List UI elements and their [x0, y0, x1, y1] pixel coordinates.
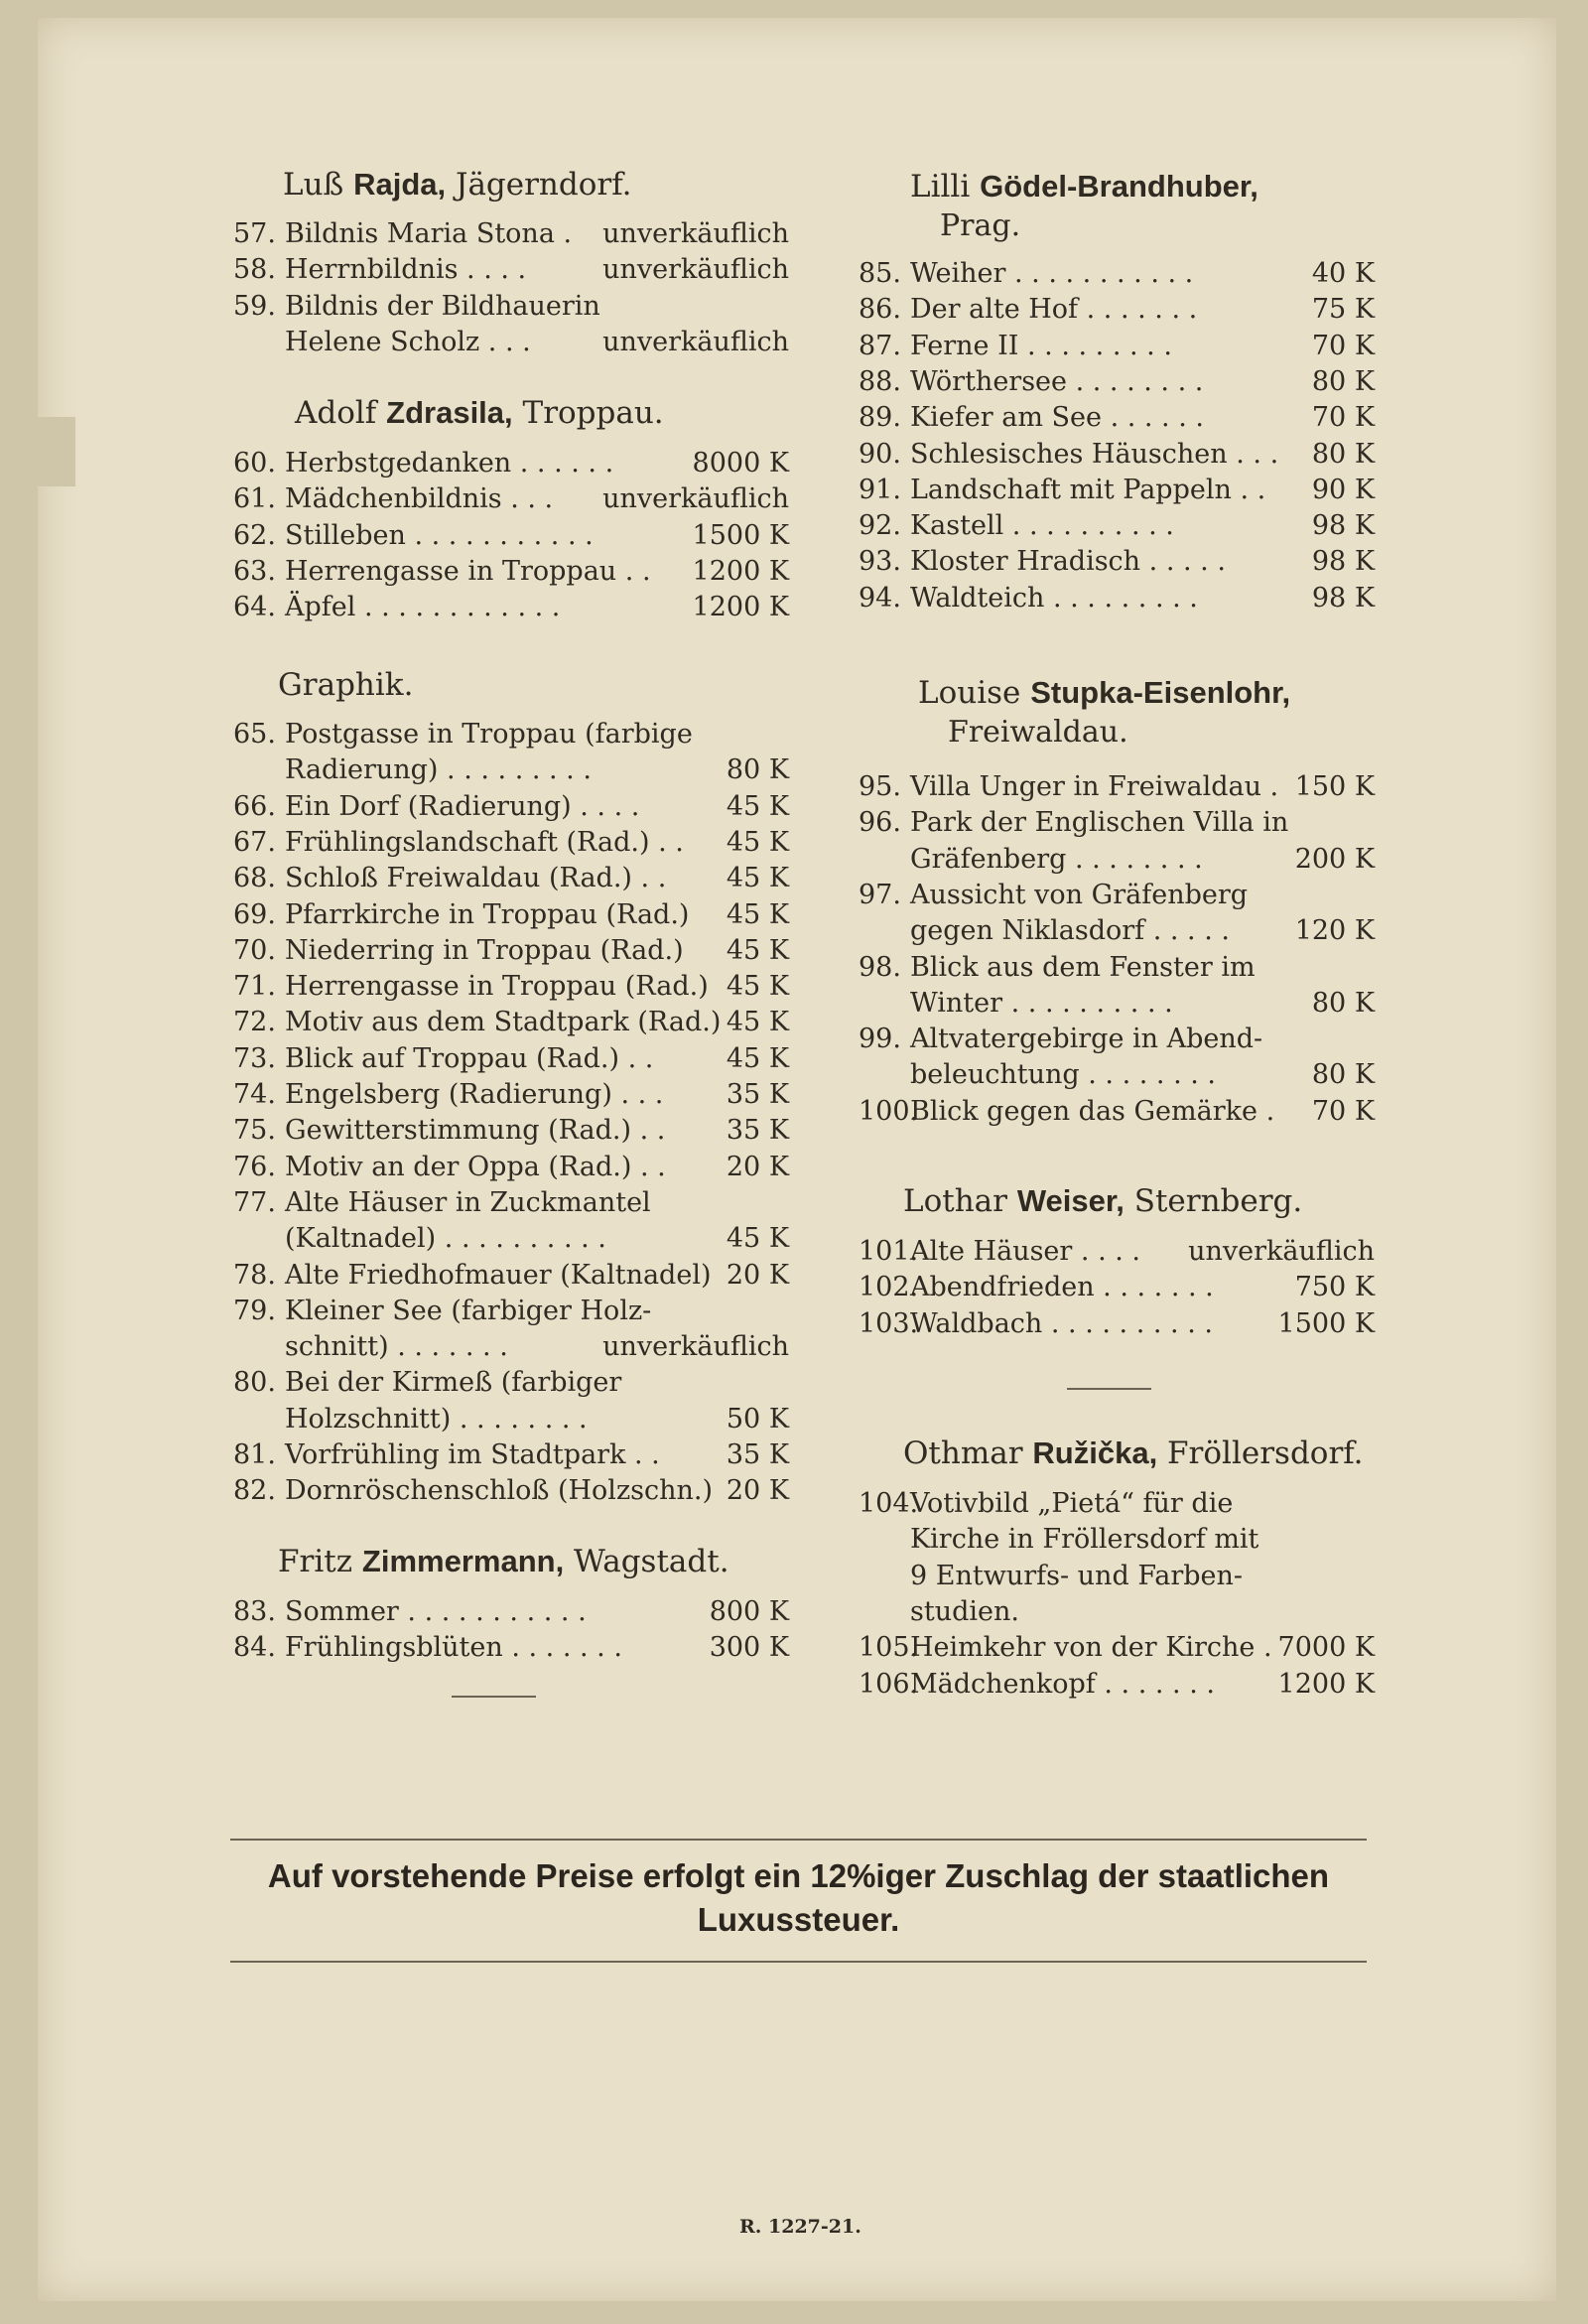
entry-number: 92. [859, 510, 901, 542]
entry-number: 87. [859, 330, 901, 361]
entry-price: 20 K [726, 1259, 789, 1291]
artist-city: Wagstadt. [574, 1544, 729, 1579]
entry-title: Herrengasse in Troppau (Rad.) [285, 971, 709, 1003]
entry-price: 70 K [1311, 1095, 1375, 1127]
entry-number: 66. [233, 790, 276, 822]
entry-price: 7000 K [1277, 1632, 1375, 1664]
entry-title: Kirche in Fröllersdorf mit [910, 1524, 1259, 1556]
entry-number: 79. [233, 1295, 276, 1326]
entry-price: 800 K [709, 1596, 789, 1627]
artist-city: Troppau. [522, 395, 664, 431]
entry-number: 100. [859, 1095, 919, 1127]
entry-number: 69. [233, 898, 276, 930]
entry-price: 45 K [726, 1042, 789, 1074]
entry-price: 45 K [726, 1223, 789, 1255]
entry-number: 65. [233, 719, 276, 750]
entry-title: Postgasse in Troppau (farbige [285, 719, 693, 750]
entry-price: 200 K [1294, 843, 1375, 875]
artist-city: Freiwaldau. [948, 715, 1128, 750]
entry-number: 103. [859, 1307, 919, 1339]
entry-number: 80. [233, 1367, 276, 1399]
notice-line-1: Auf vorstehende Preise erfolgt ein 12%iger Zuschlag der staatlichen [267, 1857, 1330, 1894]
entry-title: Stilleben . . . . . . . . . . . [285, 519, 594, 551]
entry-title: Wörthersee . . . . . . . . [910, 365, 1204, 397]
entry-number: 72. [233, 1007, 276, 1038]
entry-number: 61. [233, 483, 276, 515]
entry-price: unverkäuflich [1188, 1236, 1375, 1267]
entry-price: unverkäuflich [602, 326, 789, 357]
entry-number: 84. [233, 1632, 276, 1664]
luxury-tax-notice [230, 1854, 1367, 1942]
notice-line-2: Luxussteuer. [697, 1901, 900, 1938]
entry-price: 35 K [726, 1439, 789, 1470]
entry-title: 9 Entwurfs- und Farben- [910, 1560, 1243, 1591]
artist-first-name: Fritz [278, 1544, 353, 1579]
entry-number: 62. [233, 519, 276, 551]
entry-title: Der alte Hof . . . . . . . [910, 294, 1198, 326]
entry-title: Schloß Freiwaldau (Rad.) . . [285, 863, 667, 894]
entry-title: Gewitterstimmung (Rad.) . . [285, 1115, 666, 1147]
entry-number: 73. [233, 1042, 276, 1074]
entry-price: 98 K [1311, 546, 1375, 578]
artist-heading [903, 1183, 1375, 1219]
entry-price: 45 K [726, 790, 789, 822]
entry-price: 1200 K [692, 592, 789, 623]
entry-price: 45 K [726, 863, 789, 894]
entry-price: 20 K [726, 1475, 789, 1507]
entry-number: 60. [233, 448, 276, 478]
entry-title: schnitt) . . . . . . . [285, 1331, 508, 1363]
artist-surname: Stupka-Eisenlohr, [1030, 675, 1291, 710]
artist-city: Prag. [940, 208, 1021, 243]
print-code: R. 1227-21. [739, 2216, 861, 2238]
entry-number: 76. [233, 1151, 276, 1182]
entry-price: unverkäuflich [602, 218, 789, 249]
entry-title: Ein Dorf (Radierung) . . . . [285, 790, 640, 822]
entry-title: Abendfrieden . . . . . . . [910, 1272, 1214, 1303]
entry-number: 101. [859, 1236, 919, 1267]
artist-first-name: Louise [918, 675, 1021, 711]
entry-price: 70 K [1311, 330, 1375, 361]
entry-number: 90. [859, 438, 901, 470]
artist-heading [910, 169, 1375, 205]
entry-title: Alte Häuser in Zuckmantel [285, 1186, 651, 1218]
entry-number: 58. [233, 254, 276, 286]
entry-number: 67. [233, 826, 276, 858]
artist-heading [278, 1544, 789, 1579]
entry-title: Radierung) . . . . . . . . . [285, 754, 592, 786]
entry-title: Winter . . . . . . . . . . [910, 987, 1173, 1019]
entry-number: 68. [233, 863, 276, 894]
entry-price: 50 K [726, 1403, 789, 1435]
entry-price: 40 K [1311, 258, 1375, 289]
entry-number: 102. [859, 1272, 919, 1303]
entry-price: 1200 K [692, 555, 789, 587]
section-heading: Graphik. [278, 667, 414, 703]
artist-surname: Zdrasila, [386, 395, 513, 430]
entry-number: 83. [233, 1596, 276, 1627]
entry-title: Sommer . . . . . . . . . . . [285, 1596, 587, 1627]
entry-number: 78. [233, 1259, 276, 1291]
artist-surname: Zimmermann, [361, 1544, 565, 1578]
entry-number: 98. [859, 951, 901, 983]
entry-number: 95. [859, 771, 901, 802]
entry-price: 1500 K [1277, 1307, 1375, 1339]
entry-number: 75. [233, 1115, 276, 1147]
entry-title: Schlesisches Häuschen . . . [910, 438, 1279, 470]
section-divider [452, 1696, 536, 1698]
artist-surname: Rajda, [353, 167, 447, 202]
entry-title: Votivbild „Pietá“ für die [910, 1488, 1234, 1519]
artist-first-name: Luß [283, 167, 344, 203]
entry-price: 80 K [1311, 438, 1375, 470]
entry-price: 45 K [726, 898, 789, 930]
entry-title: Blick auf Troppau (Rad.) . . [285, 1042, 654, 1074]
entry-number: 86. [859, 294, 901, 326]
entry-title: Frühlingslandschaft (Rad.) . . [285, 826, 684, 858]
entry-price: 80 K [726, 754, 789, 786]
entry-price: 70 K [1311, 402, 1375, 434]
entry-title: Motiv an der Oppa (Rad.) . . [285, 1151, 666, 1182]
notice-top-rule [230, 1839, 1367, 1841]
entry-title: Pfarrkirche in Troppau (Rad.) [285, 898, 690, 930]
entry-number: 74. [233, 1079, 276, 1110]
entry-price: 90 K [1311, 474, 1375, 505]
entry-price: 45 K [726, 826, 789, 858]
entry-number: 91. [859, 474, 901, 505]
entry-price: 20 K [726, 1151, 789, 1182]
entry-price: 35 K [726, 1079, 789, 1110]
entry-title: Motiv aus dem Stadtpark (Rad.) [285, 1007, 722, 1038]
entry-number: 85. [859, 258, 901, 289]
entry-title: gegen Niklasdorf . . . . . [910, 915, 1230, 947]
entry-title: Alte Friedhofmauer (Kaltnadel) [285, 1259, 712, 1291]
entry-number: 88. [859, 365, 901, 397]
entry-title: Aussicht von Gräfenberg [910, 879, 1249, 910]
entry-number: 93. [859, 546, 901, 578]
artist-first-name: Adolf [295, 395, 377, 431]
entry-number: 99. [859, 1024, 901, 1055]
entry-title: Frühlingsblüten . . . . . . . [285, 1632, 622, 1664]
entry-price: 750 K [1294, 1272, 1375, 1303]
entry-title: Mädchenkopf . . . . . . . [910, 1668, 1215, 1700]
entry-title: (Kaltnadel) . . . . . . . . . . [285, 1223, 606, 1255]
entry-number: 71. [233, 971, 276, 1003]
entry-number: 105. [859, 1632, 919, 1664]
entry-number: 89. [859, 402, 901, 434]
entry-price: 45 K [726, 934, 789, 966]
entry-title: Bildnis der Bildhauerin [285, 290, 600, 322]
entry-number: 94. [859, 582, 901, 614]
entry-price: 300 K [709, 1632, 789, 1664]
entry-number: 57. [233, 218, 276, 249]
entry-title: Äpfel . . . . . . . . . . . . [285, 592, 561, 623]
entry-number: 81. [233, 1439, 276, 1470]
entry-number: 59. [233, 290, 276, 322]
entry-title: Altvatergebirge in Abend- [910, 1024, 1263, 1055]
entry-price: 8000 K [692, 448, 789, 478]
entry-title: Bei der Kirmeß (farbiger [285, 1367, 622, 1399]
entry-price: 45 K [726, 971, 789, 1003]
entry-price: 80 K [1311, 365, 1375, 397]
entry-title: Heimkehr von der Kirche . [910, 1632, 1272, 1664]
entry-price: 150 K [1294, 771, 1375, 802]
entry-title: Blick gegen das Gemärke . [910, 1095, 1275, 1127]
entry-number: 82. [233, 1475, 276, 1507]
entry-price: 35 K [726, 1115, 789, 1147]
entry-title: Kloster Hradisch . . . . . [910, 546, 1226, 578]
entry-price: 80 K [1311, 1059, 1375, 1091]
entry-number: 77. [233, 1186, 276, 1218]
artist-first-name: Lilli [910, 169, 971, 205]
entry-title: Blick aus dem Fenster im [910, 951, 1256, 983]
artist-heading [283, 167, 789, 203]
entry-number: 106. [859, 1668, 919, 1700]
entry-title: Ferne II . . . . . . . . . [910, 330, 1172, 361]
entry-title: Mädchenbildnis . . . [285, 483, 554, 515]
entry-number: 63. [233, 555, 276, 587]
entry-title: studien. [910, 1595, 1019, 1627]
entry-price: 1500 K [692, 519, 789, 551]
entry-title: Waldbach . . . . . . . . . . [910, 1307, 1213, 1339]
entry-price: 75 K [1311, 294, 1375, 326]
torn-edge [38, 417, 75, 486]
entry-price: 98 K [1311, 510, 1375, 542]
entry-title: Weiher . . . . . . . . . . . [910, 258, 1194, 289]
entry-title: Niederring in Troppau (Rad.) [285, 934, 684, 966]
entry-title: Vorfrühling im Stadtpark . . [285, 1439, 660, 1470]
entry-number: 97. [859, 879, 901, 910]
entry-title: Bildnis Maria Stona . [285, 218, 573, 249]
artist-first-name: Othmar [903, 1435, 1023, 1471]
artist-surname: Weiser, [1016, 1183, 1125, 1218]
entry-title: Herrengasse in Troppau . . [285, 555, 651, 587]
entry-price: 1200 K [1277, 1668, 1375, 1700]
entry-title: Gräfenberg . . . . . . . . [910, 843, 1203, 875]
artist-city: Sternberg. [1133, 1183, 1303, 1219]
artist-city: Jägerndorf. [456, 167, 632, 203]
artist-surname: Ružička, [1032, 1435, 1158, 1470]
entry-number: 64. [233, 592, 276, 623]
entry-title: Helene Scholz . . . [285, 326, 531, 357]
entry-price: 120 K [1294, 915, 1375, 947]
entry-number: 96. [859, 807, 901, 839]
entry-title: Park der Englischen Villa in [910, 807, 1289, 839]
entry-price: 98 K [1311, 582, 1375, 614]
entry-title: Villa Unger in Freiwaldau . [910, 771, 1279, 802]
entry-price: 45 K [726, 1007, 789, 1038]
artist-heading [903, 1435, 1375, 1471]
entry-title: Herbstgedanken . . . . . . [285, 448, 614, 478]
entry-price: unverkäuflich [602, 1331, 789, 1363]
entry-title: Kiefer am See . . . . . . [910, 402, 1204, 434]
artist-city: Fröllersdorf. [1167, 1435, 1364, 1471]
entry-number: 104. [859, 1488, 919, 1519]
artist-first-name: Lothar [903, 1183, 1007, 1219]
entry-title: Kleiner See (farbiger Holz- [285, 1295, 652, 1326]
entry-price: 80 K [1311, 987, 1375, 1019]
entry-price: unverkäuflich [602, 254, 789, 286]
notice-bottom-rule [230, 1961, 1367, 1963]
entry-title: Herrnbildnis . . . . [285, 254, 527, 286]
entry-number: 70. [233, 934, 276, 966]
entry-title: Dornröschenschloß (Holzschn.) [285, 1475, 714, 1507]
artist-heading [918, 675, 1375, 711]
entry-title: Alte Häuser . . . . [910, 1236, 1140, 1267]
entry-title: Landschaft mit Pappeln . . [910, 474, 1266, 505]
entry-title: Holzschnitt) . . . . . . . . [285, 1403, 588, 1435]
artist-heading [295, 395, 789, 431]
entry-title: beleuchtung . . . . . . . . [910, 1059, 1217, 1091]
artist-surname: Gödel-Brandhuber, [980, 169, 1258, 204]
entry-title: Waldteich . . . . . . . . . [910, 582, 1198, 614]
section-divider [1067, 1388, 1151, 1390]
entry-price: unverkäuflich [602, 483, 789, 515]
entry-title: Engelsberg (Radierung) . . . [285, 1079, 664, 1110]
entry-title: Kastell . . . . . . . . . . [910, 510, 1174, 542]
